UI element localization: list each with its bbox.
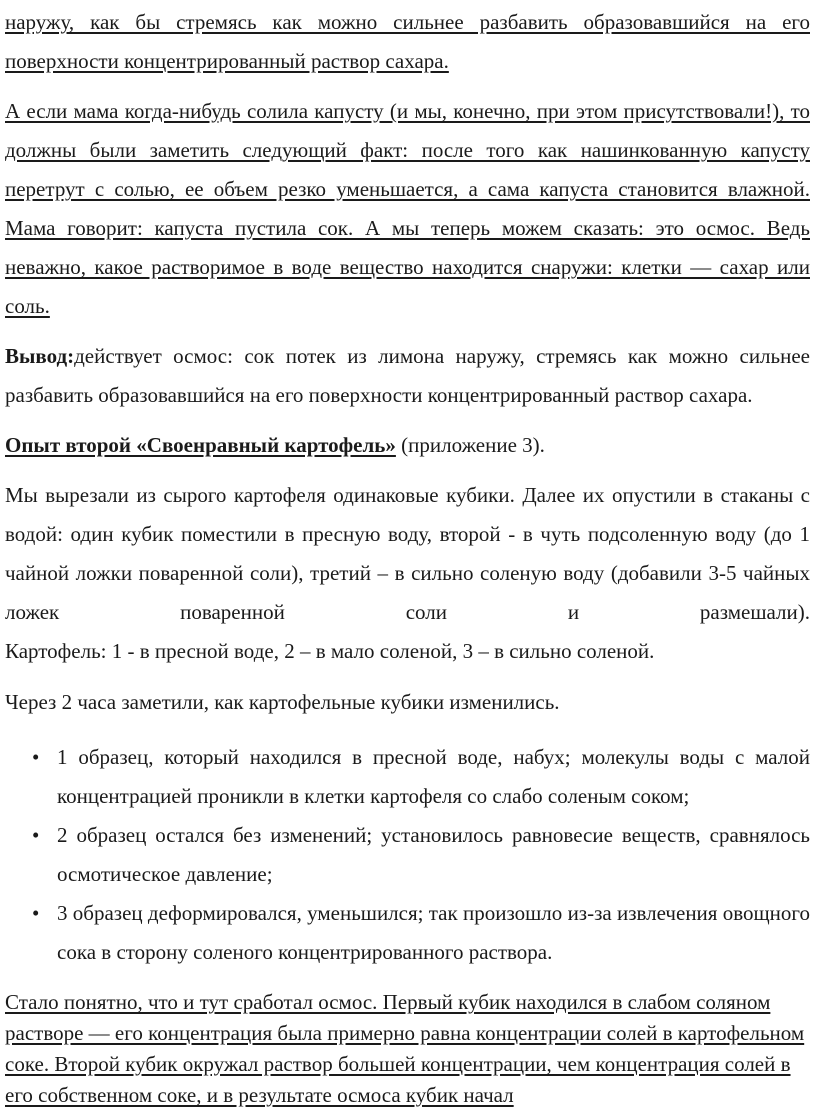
paragraph-potato-key: Картофель: 1 - в пресной воде, 2 – в мало соленой, 3 – в сильно соленой. (5, 639, 655, 663)
paragraph-lemon-tail: наружу, как бы стремясь как можно сильнее разбавить образовавшийся на его поверхности концентрированный раствор сахара. (5, 10, 810, 73)
conclusion-text: действует осмос: сок потек из лимона наружу, стремясь как можно сильнее разбавить образовавшийся на его поверхности концентрированный раствор сахара. (5, 344, 810, 407)
paragraph-final: Стало понятно, что и тут сработал осмос. Первый кубик находился в слабом соляном растворе — его концентрация была примерно равна концентрации солей в картофельном соке. Второй кубик окружал раствор большей концентрации, чем концентрация солей в его собственном соке, и в результате осмоса кубик начал (5, 990, 805, 1107)
paragraph-conclusion (5, 337, 810, 415)
bullet-icon: • (32, 823, 40, 847)
paragraph-cabbage: А если мама когда-нибудь солила капусту (и мы, конечно, при этом присутствовали!), то должны были заметить следующий факт: после того как нашинкованную капусту перетрут с солью, ее объем резко уменьшается, а сама капуста становится влажной. Мама говорит: капуста пустила сок. А мы теперь можем сказать: это осмос. Ведь неважно, какое растворимое в воде вещество находится снаружи: клетки — сахар или соль. (5, 99, 810, 318)
list-item (5, 894, 810, 972)
experiment-heading (5, 426, 810, 465)
list-item-text: 2 образец остался без изменений; установилось равновесие веществ, сравнялось осмотическое давление; (57, 823, 810, 886)
list-item (5, 738, 810, 816)
experiment-title: Опыт второй «Своенравный картофель» (5, 433, 396, 457)
paragraph-observation: Через 2 часа заметили, как картофельные кубики изменились. (5, 690, 560, 714)
experiment-suffix: (приложение 3). (395, 433, 545, 457)
conclusion-label: Вывод: (5, 344, 75, 368)
list-item-text: 1 образец, который находился в пресной воде, набух; молекулы воды с малой концентрацией проникли в клетки картофеля со слабо соленым соком; (57, 745, 810, 808)
bullet-icon: • (32, 745, 40, 769)
list-item-text: 3 образец деформировался, уменьшился; так произошло из-за извлечения овощного сока в сторону соленого концентрированного раствора. (57, 901, 810, 964)
list-item (5, 816, 810, 894)
paragraph-potato-setup: Мы вырезали из сырого картофеля одинаковые кубики. Далее их опустили в стаканы с водой: один кубик поместили в пресную воду, второй - в чуть подсоленную воду (до 1 чайной ложки поваренной соли), третий – в сильно соленую воду (добавили 3-5 чайных ложек поваренной соли и размешали). (5, 483, 810, 624)
bullet-icon: • (32, 901, 40, 925)
results-list (5, 738, 810, 972)
